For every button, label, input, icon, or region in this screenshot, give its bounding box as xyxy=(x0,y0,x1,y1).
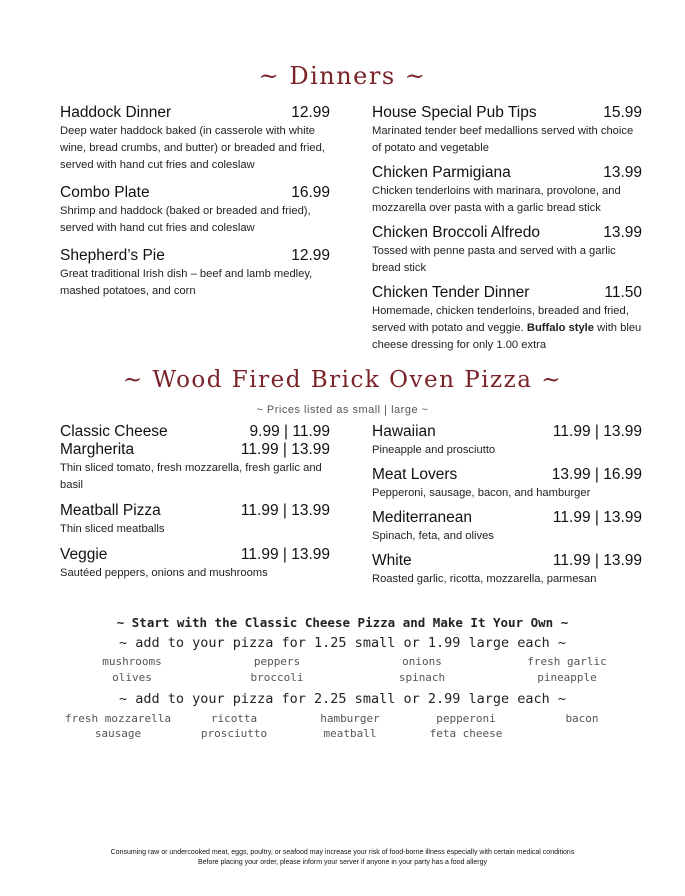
menu-item xyxy=(372,466,642,502)
menu-item xyxy=(60,502,330,538)
menu-item xyxy=(60,441,330,494)
topping-item: meatball xyxy=(323,727,377,740)
item-name: Hawaiian xyxy=(372,423,436,440)
topping-item: onions xyxy=(402,655,442,668)
add-on-tier-1-heading: ~ add to your pizza for 1.25 small or 1.99 large each ~ xyxy=(118,635,567,651)
item-price: 11.99 | 13.99 xyxy=(240,502,330,519)
menu-item xyxy=(60,184,330,237)
item-price: 11.99 | 13.99 xyxy=(552,509,642,526)
topping-item: pepperoni xyxy=(436,712,496,725)
item-description: Thin sliced meatballs xyxy=(60,523,165,535)
menu-item xyxy=(372,509,642,545)
item-name: Meat Lovers xyxy=(372,466,458,483)
topping-item: bacon xyxy=(565,712,599,725)
item-name: Haddock Dinner xyxy=(60,104,172,121)
item-name: Meatball Pizza xyxy=(60,502,161,519)
menu-item xyxy=(372,164,642,217)
item-description: Roasted garlic, ricotta, mozzarella, parmesan xyxy=(372,573,597,585)
topping-item: mushrooms xyxy=(102,655,162,668)
item-name: Veggie xyxy=(60,546,108,563)
topping-item: broccoli xyxy=(250,671,304,684)
item-description: Chicken tenderloins with marinara, provolone, and mozzarella over pasta with a garlic bread stick xyxy=(372,185,621,214)
item-price: 13.99 xyxy=(603,224,642,241)
item-name: White xyxy=(372,552,412,569)
topping-item: fresh garlic xyxy=(527,655,607,668)
item-description: Thin sliced tomato, fresh mozzarella, fresh garlic and basil xyxy=(60,462,322,491)
item-name: Chicken Parmigiana xyxy=(372,164,511,181)
item-price: 12.99 xyxy=(291,247,330,264)
pizza-left-column xyxy=(60,423,330,590)
menu-item xyxy=(372,423,642,459)
dinners-section-title: ~ Dinners ~ xyxy=(258,62,427,90)
item-name: Chicken Broccoli Alfredo xyxy=(372,224,540,241)
topping-item: ricotta xyxy=(210,712,258,725)
item-description: Pepperoni, sausage, bacon, and hamburger xyxy=(372,487,591,499)
item-price: 15.99 xyxy=(603,104,642,121)
disclaimer-line-2: Before placing your order, please inform your server if anyone in your party has a food allergy xyxy=(197,859,488,866)
pizza-price-note: ~ Prices listed as small | large ~ xyxy=(256,404,429,416)
item-description: Tossed with penne pasta and served with a garlic bread stick xyxy=(372,245,616,274)
topping-item: pineapple xyxy=(537,671,597,684)
menu-item xyxy=(60,247,330,300)
menu-item xyxy=(60,104,330,174)
item-price: 12.99 xyxy=(291,104,330,121)
topping-item: olives xyxy=(112,671,152,684)
add-on-tier-2-heading: ~ add to your pizza for 2.25 small or 2.99 large each ~ xyxy=(118,691,567,707)
item-description: Marinated tender beef medallions served with choice of potato and vegetable xyxy=(372,125,634,154)
topping-item: sausage xyxy=(94,727,142,740)
item-description-bold: Buffalo style xyxy=(526,322,595,334)
item-price: 9.99 | 11.99 xyxy=(249,423,330,440)
pizza-right-column xyxy=(372,423,642,595)
menu-item xyxy=(372,104,642,157)
item-description-text: Homemade, chicken tenderloins, breaded and fried, served with potato and veggie. xyxy=(372,305,629,334)
item-description: Sautéed peppers, onions and mushrooms xyxy=(60,567,268,579)
menu-item xyxy=(372,284,642,354)
item-name: Combo Plate xyxy=(60,184,150,201)
item-description: Deep water haddock baked (in casserole with white wine, bread crumbs, and butter) or breaded and fried, served with hand cut fries and coleslaw xyxy=(60,125,325,171)
menu-item xyxy=(60,423,330,441)
topping-item: feta cheese xyxy=(429,727,503,740)
item-price: 11.99 | 13.99 xyxy=(552,552,642,569)
item-price: 13.99 | 16.99 xyxy=(551,466,642,483)
topping-item: hamburger xyxy=(320,712,380,725)
item-description-text-after: with bleu cheese dressing for only 1.00 extra xyxy=(372,322,642,351)
dinners-right-column xyxy=(372,104,642,361)
item-name: Mediterranean xyxy=(372,509,472,526)
item-description: Pineapple and prosciutto xyxy=(372,444,496,456)
topping-item: prosciutto xyxy=(200,727,268,740)
disclaimer-line-1: Consuming raw or undercooked meat, eggs, poultry, or seafood may increase your risk of food-borne illness especially with certain medical conditions xyxy=(110,849,575,856)
item-price: 13.99 xyxy=(603,164,642,181)
item-price: 11.50 xyxy=(604,284,642,301)
item-description: Great traditional Irish dish – beef and lamb medley, mashed potatoes, and corn xyxy=(60,268,313,297)
custom-pizza-heading: ~ Start with the Classic Cheese Pizza and Make It Your Own ~ xyxy=(116,615,569,630)
allergy-disclaimer xyxy=(0,848,685,868)
menu-item xyxy=(372,224,642,277)
item-description xyxy=(372,303,642,354)
item-price: 11.99 | 13.99 xyxy=(240,546,330,563)
topping-item: spinach xyxy=(398,671,446,684)
item-name: Chicken Tender Dinner xyxy=(372,284,530,301)
topping-item: peppers xyxy=(253,655,301,668)
item-price: 11.99 | 13.99 xyxy=(552,423,642,440)
item-name: Margherita xyxy=(60,441,135,458)
item-description: Shrimp and haddock (baked or breaded and fried), served with hand cut fries and coleslaw xyxy=(60,205,311,234)
dinners-left-column xyxy=(60,104,330,310)
pizza-section-title: ~ Wood Fired Brick Oven Pizza ~ xyxy=(122,367,563,393)
menu-item xyxy=(60,546,330,582)
item-price: 16.99 xyxy=(291,184,330,201)
item-name: Classic Cheese xyxy=(60,423,168,440)
item-price: 11.99 | 13.99 xyxy=(240,441,330,458)
item-name: House Special Pub Tips xyxy=(372,104,537,121)
item-name: Shepherd’s Pie xyxy=(60,247,165,264)
topping-item: fresh mozzarella xyxy=(65,712,171,725)
menu-item xyxy=(372,552,642,588)
item-description: Spinach, feta, and olives xyxy=(372,530,494,542)
